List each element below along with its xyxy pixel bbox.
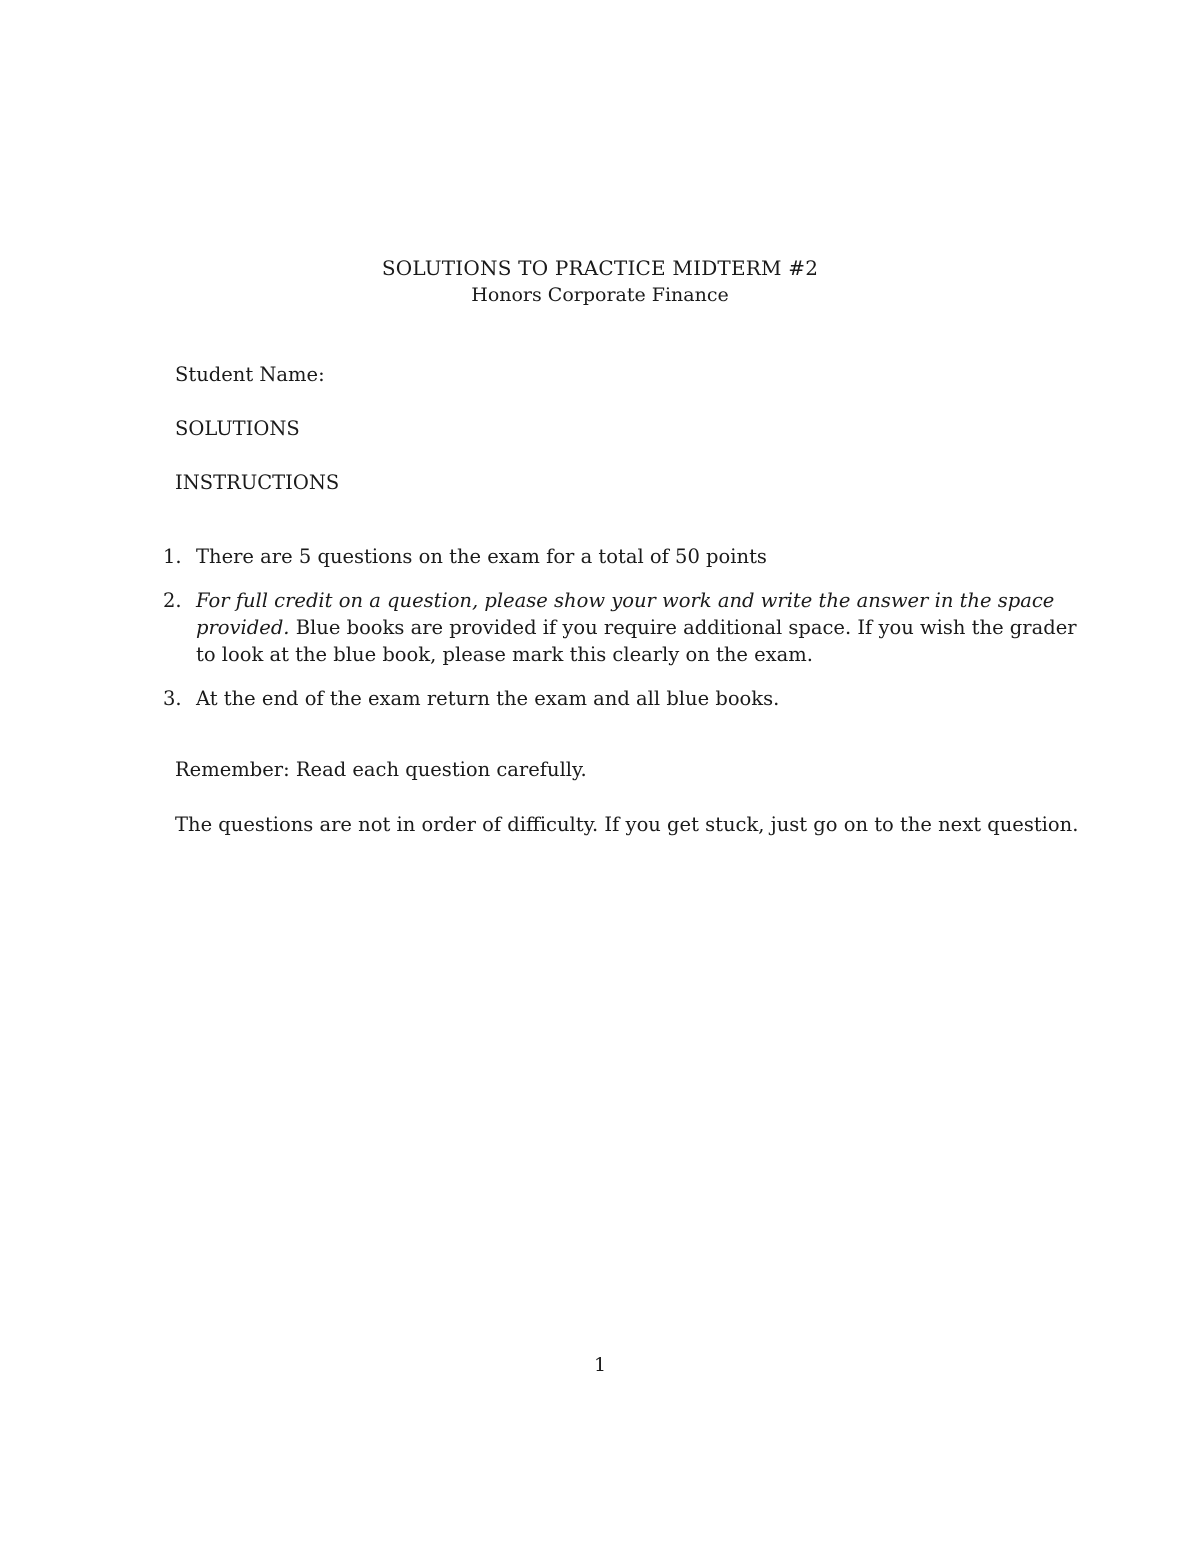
instruction-plain-text: There are 5 questions on the exam for a total of 50 points: [196, 545, 767, 568]
page-number: 1: [593, 1354, 607, 1376]
document-subtitle: Honors Corporate Finance: [471, 284, 729, 306]
instruction-item: [163, 685, 1083, 712]
remember-note: Remember: Read each question carefully.: [175, 758, 587, 781]
instruction-item: [163, 543, 1083, 570]
instruction-text: [196, 543, 1083, 570]
instruction-plain-text: At the end of the exam return the exam and all blue books.: [196, 687, 780, 710]
instruction-text: [196, 587, 1083, 668]
instructions-heading: INSTRUCTIONS: [175, 471, 340, 494]
instruction-number: 1.: [163, 545, 182, 568]
instruction-number: 2.: [163, 589, 182, 612]
instructions-list: [163, 543, 1083, 729]
instruction-italic-text: For full credit on a question, please show your work and write the answer in the space provided.: [196, 589, 1055, 639]
difficulty-note: The questions are not in order of difficulty. If you get stuck, just go on to the next question.: [175, 813, 1079, 836]
document-title: SOLUTIONS TO PRACTICE MIDTERM #2: [381, 256, 819, 280]
instruction-text: [196, 685, 1083, 712]
instruction-item: [163, 587, 1083, 668]
student-name-label: Student Name:: [175, 363, 325, 386]
instruction-plain-text: Blue books are provided if you require additional space. If you wish the grader to look at the blue book, please mark this clearly on the exam.: [196, 616, 1077, 666]
solutions-label: SOLUTIONS: [175, 417, 300, 440]
instruction-number: 3.: [163, 687, 182, 710]
